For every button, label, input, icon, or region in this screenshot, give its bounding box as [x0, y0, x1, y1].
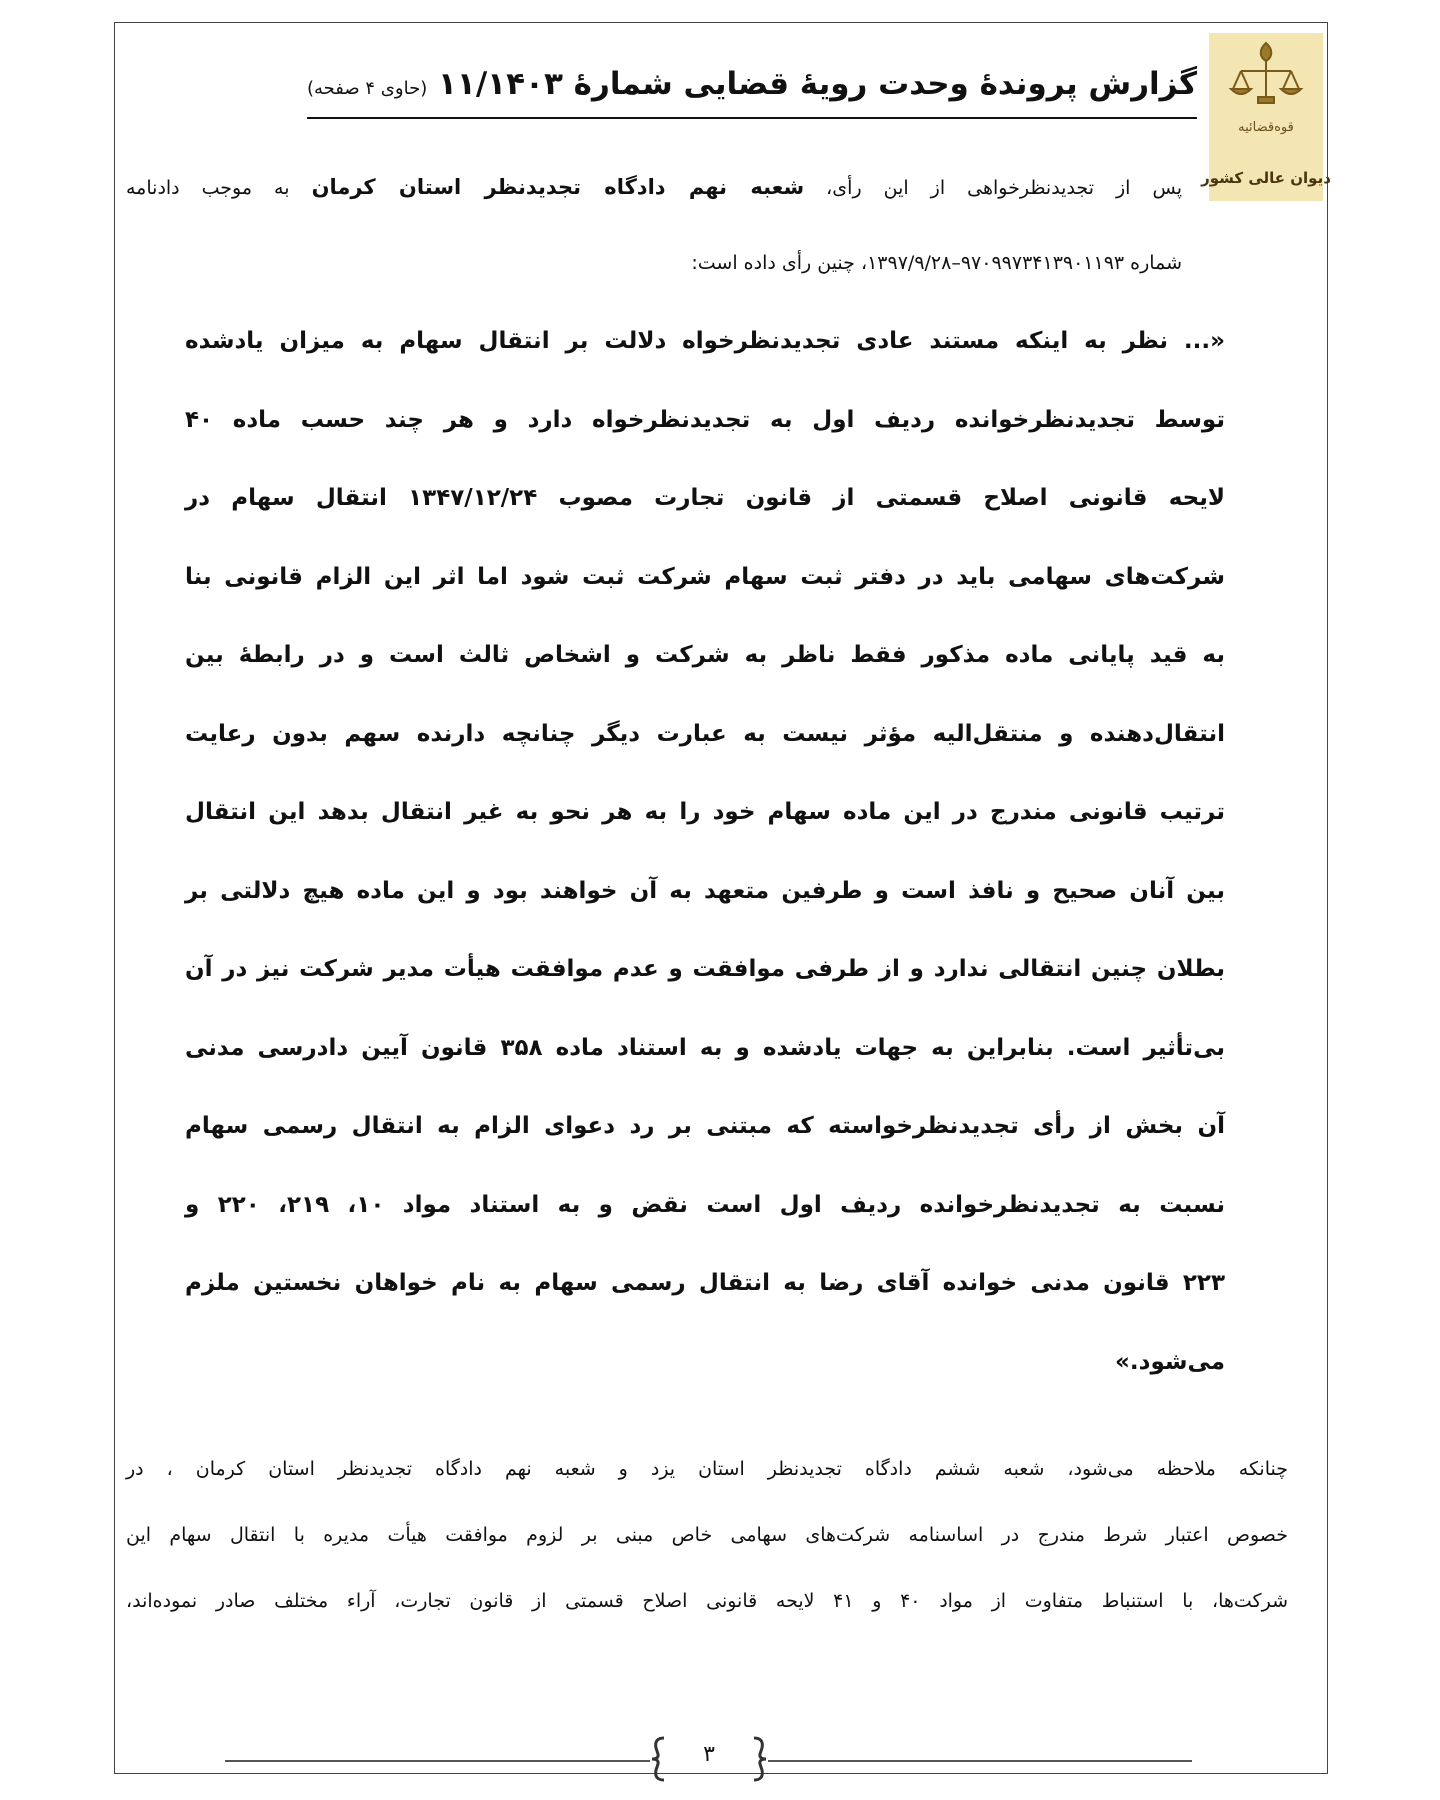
quote-line: بی‌تأثیر است. بنابراین به جهات یادشده و به استناد ماده ۳۵۸ قانون آیین دادرسی مدنی: [185, 1034, 1225, 1061]
quote-line: ۲۲۳ قانون مدنی خوانده آقای رضا به انتقال رسمی سهام به نام خواهان نخستین ملزم: [185, 1270, 1225, 1296]
quote-line: بین آنان صحیح و نافذ است و طرفین متعهد به آن خواهند بود و این ماده هیچ دلالتی بر: [185, 877, 1225, 904]
intro-line-2: شماره ۹۷۰۹۹۷۳۴۱۳۹۰۱۱۹۳–۱۳۹۷/۹/۲۸، چنین رأی داده است:: [691, 252, 1182, 274]
tail-line: خصوص اعتبار شرط مندرج در اساسنامه شرکت‌های سهامی خاص مبنی بر لزوم موافقت هیأت مدیره با انتقال سهام این: [126, 1524, 1288, 1546]
quote-line: «... نظر به اینکه مستند عادی تجدیدنظرخواه دلالت بر انتقال سهام به میزان یادشده: [185, 328, 1225, 354]
footer-rule-left: [225, 1760, 650, 1762]
quote-line: نسبت به تجدیدنظرخوانده ردیف اول است نقض و به استناد مواد ۱۰، ۲۱۹، ۲۲۰ و: [185, 1191, 1225, 1218]
pages-note: (حاوی ۴ صفحه): [307, 78, 428, 99]
quote-line: به قید پایانی ماده مذکور فقط ناظر به شرکت و اشخاص ثالث است و در رابطۀ بین: [185, 642, 1225, 668]
quote-line: شرکت‌های سهامی باید در دفتر ثبت سهام شرکت ثبت شود اما اثر این الزام قانونی بنا: [185, 563, 1225, 590]
report-header: [215, 58, 1197, 118]
quote-line: بطلان چنین انتقالی ندارد و از طرفی موافقت و عدم موافقت هیأت مدیر شرکت نیز در آن: [185, 956, 1225, 982]
intro-paragraph: [126, 145, 1182, 296]
closing-paragraph: [126, 1436, 1288, 1634]
tail-line: شرکت‌ها، با استنباط متفاوت از مواد ۴۰ و ۴۱ لایحه قانونی اصلاح قسمتی از قانون تجارت، آراء مختلف صادر نموده‌اند،: [126, 1590, 1288, 1612]
intro-bold-court: شعبه نهم دادگاه تجدیدنظر استان کرمان: [311, 175, 805, 199]
scales-of-justice-icon: [1201, 33, 1331, 201]
tail-line: چنانکه ملاحظه می‌شود، شعبه ششم دادگاه تجدیدنظر استان یزد و شعبه نهم دادگاه تجدیدنظر استان کرمان ، در: [126, 1458, 1288, 1480]
title-underlined: [307, 58, 1197, 119]
logo-line1: قوه‌قضائیه: [1238, 120, 1294, 135]
page-title: گزارش پروندۀ وحدت رویۀ قضایی شمارۀ ۱۱/۱۴۰۳: [438, 66, 1197, 102]
quote-line: ترتیب قانونی مندرج در این ماده سهام خود را به هر نحو به غیر انتقال بدهد این انتقال: [185, 799, 1225, 825]
logo-line2: دیوان عالی کشور: [1201, 169, 1331, 187]
court-ruling-quote: [185, 302, 1225, 1401]
footer-rule-right: [768, 1760, 1192, 1762]
quote-line: می‌شود.»: [1115, 1348, 1225, 1375]
page-number-box: [650, 1736, 768, 1782]
quote-line: انتقال‌دهنده و منتقل‌الیه مؤثر نیست به عبارت دیگر چنانچه دارنده سهم بدون رعایت: [185, 720, 1225, 747]
quote-line: لایحه قانونی اصلاح قسمتی از قانون تجارت مصوب ۱۳۴۷/۱۲/۲۴ انتقال سهام در: [185, 485, 1225, 511]
intro-line-1: پس از تجدیدنظرخواهی از این رأی، شعبه نهم دادگاه تجدیدنظر استان کرمان به موجب دادنامه: [126, 175, 1182, 199]
quote-line: توسط تجدیدنظرخوانده ردیف اول به تجدیدنظرخواه دارد و هر چند حسب ماده ۴۰: [185, 406, 1225, 433]
judiciary-logo: [1201, 33, 1331, 201]
page-number: ۳: [703, 1742, 715, 1767]
quote-line: آن بخش از رأی تجدیدنظرخواسته که مبتنی بر رد دعوای الزام به انتقال رسمی سهام: [185, 1113, 1225, 1139]
